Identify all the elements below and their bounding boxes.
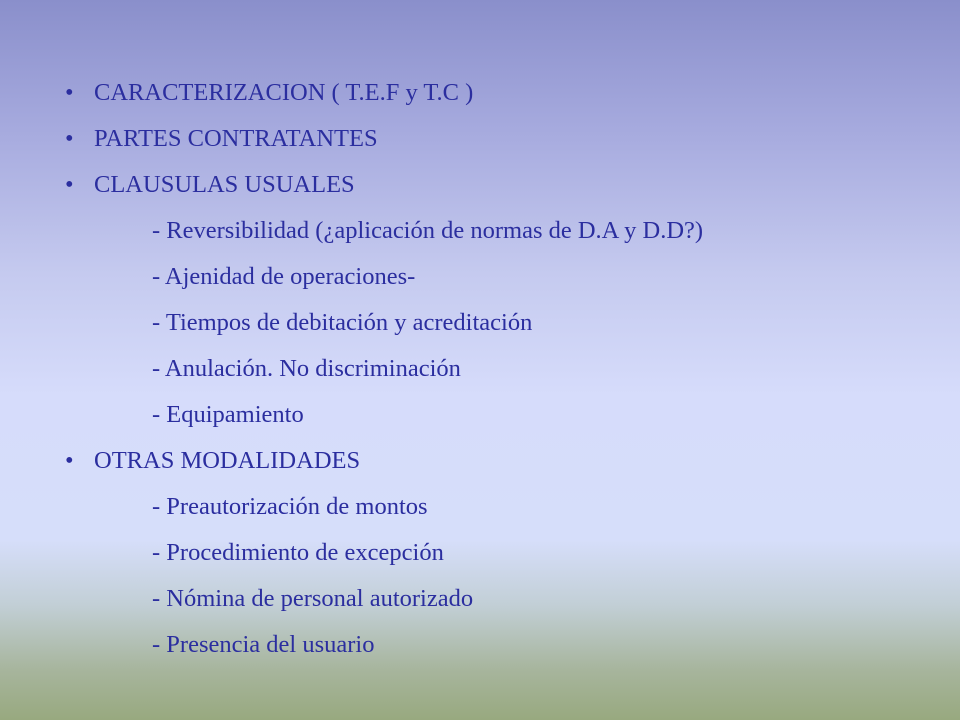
sub-item-equipamiento: - Equipamiento: [152, 401, 304, 428]
bullet-marker: •: [65, 125, 74, 152]
sub-item-tiempos: - Tiempos de debitación y acreditación: [152, 309, 533, 336]
bullet-item-label: CLAUSULAS USUALES: [94, 171, 355, 198]
bullet-item-label: CARACTERIZACION ( T.E.F y T.C ): [94, 79, 474, 106]
bullet-item-label: OTRAS MODALIDADES: [94, 447, 361, 474]
sub-item-nomina: - Nómina de personal autorizado: [152, 585, 474, 612]
bullet-marker: •: [65, 79, 74, 106]
sub-item-reversibilidad: - Reversibilidad (¿aplicación de normas de D.A y D.D?): [152, 217, 704, 244]
bullet-marker: •: [65, 171, 74, 198]
sub-item-presencia: - Presencia del usuario: [152, 631, 375, 658]
bullet-marker: •: [65, 447, 74, 474]
sub-item-anulacion: - Anulación. No discriminación: [152, 355, 461, 382]
sub-item-procedimiento: - Procedimiento de excepción: [152, 539, 444, 566]
sub-item-preautorizacion: - Preautorización de montos: [152, 493, 428, 520]
bullet-item-label: PARTES CONTRATANTES: [94, 125, 378, 152]
sub-item-ajenidad: - Ajenidad de operaciones-: [152, 263, 416, 290]
